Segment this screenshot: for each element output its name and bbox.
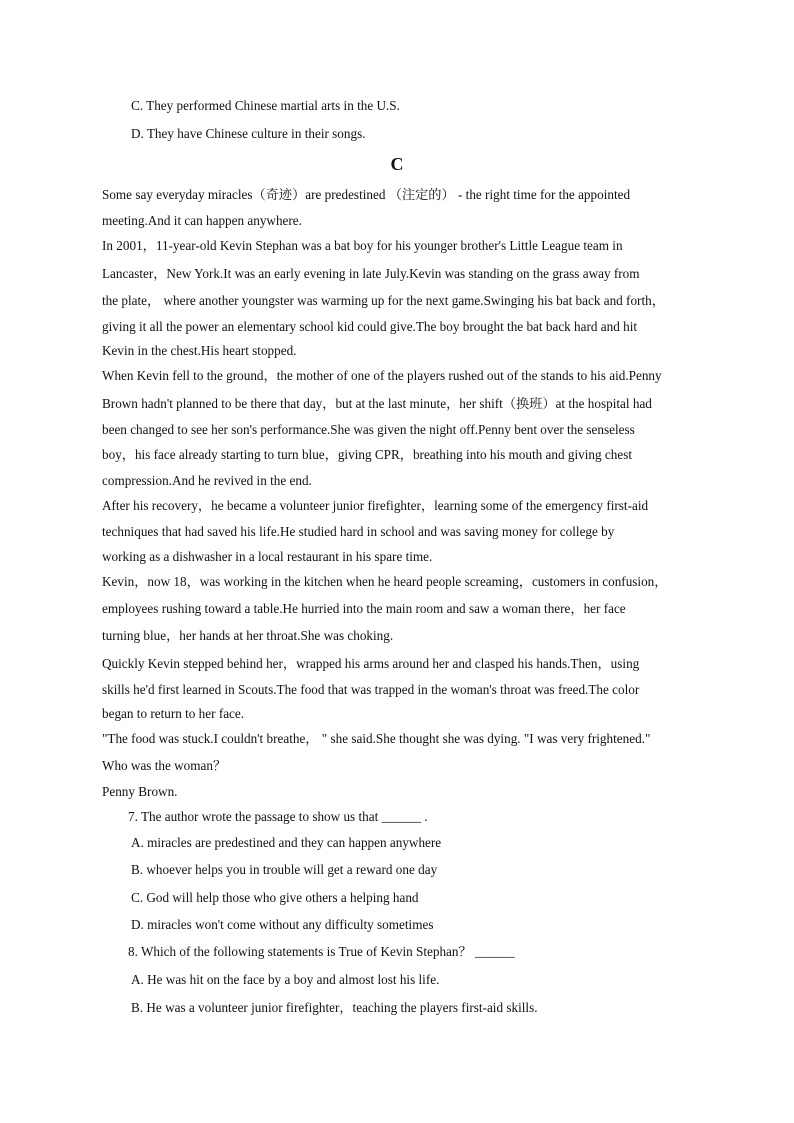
question-7-option-c[interactable]: C. God will help those who give others a helping hand <box>131 890 419 905</box>
passage-line: Penny Brown. <box>102 784 178 799</box>
passage-line: working as a dishwasher in a local restaurant in his spare time. <box>102 549 433 564</box>
question-7-option-d[interactable]: D. miracles won't come without any difficulty sometimes <box>131 917 434 932</box>
passage-line: Some say everyday miracles（奇迹）are predestined （注定的） - the right time for the appointed <box>102 187 631 202</box>
passage-line: In 2001，11-year-old Kevin Stephan was a bat boy for his younger brother's Little League team in <box>102 238 623 253</box>
question-7-stem: 7. The author wrote the passage to show us that ______ . <box>128 809 428 824</box>
passage-line: compression.And he revived in the end. <box>102 473 312 488</box>
prev-option-c: C. They performed Chinese martial arts in the U.S. <box>131 98 400 113</box>
passage-line: been changed to see her son's performance.She was given the night off.Penny bent over the senseless <box>102 422 635 437</box>
section-heading: C <box>390 154 404 174</box>
passage-line: techniques that had saved his life.He studied hard in school and was saving money for college by <box>102 524 615 539</box>
passage-line: began to return to her face. <box>102 706 245 721</box>
passage-line: Kevin，now 18，was working in the kitchen when he heard people screaming，customers in confusion， <box>102 574 668 589</box>
passage-line: Who was the woman？ <box>102 758 227 773</box>
question-7-option-b[interactable]: B. whoever helps you in trouble will get a reward one day <box>131 862 438 877</box>
passage-line: After his recovery，he became a volunteer junior firefighter，learning some of the emergency first-aid <box>102 498 649 513</box>
question-8-option-a[interactable]: A. He was hit on the face by a boy and almost lost his life. <box>131 972 440 987</box>
passage-line: turning blue，her hands at her throat.She was choking. <box>102 628 394 643</box>
passage-line: Kevin in the chest.His heart stopped. <box>102 343 297 358</box>
question-7-option-a[interactable]: A. miracles are predestined and they can happen anywhere <box>131 835 442 850</box>
question-8-stem: 8. Which of the following statements is True of Kevin Stephan？ ______ <box>128 944 515 959</box>
passage-line: When Kevin fell to the ground，the mother of one of the players rushed out of the stands to his aid.Penny <box>102 368 662 383</box>
passage-line: employees rushing toward a table.He hurried into the main room and saw a woman there，her face <box>102 601 626 616</box>
passage-line: Quickly Kevin stepped behind her，wrapped his arms around her and clasped his hands.Then，using <box>102 656 640 671</box>
passage-line: boy，his face already starting to turn blue，giving CPR，breathing into his mouth and giving chest <box>102 447 632 462</box>
passage-line: giving it all the power an elementary school kid could give.The boy brought the bat back hard and hit <box>102 319 638 334</box>
question-8-option-b[interactable]: B. He was a volunteer junior firefighter，teaching the players first-aid skills. <box>131 1000 538 1015</box>
passage-line: meeting.And it can happen anywhere. <box>102 213 302 228</box>
passage-line: the plate， where another youngster was warming up for the next game.Swinging his bat back and forth， <box>102 293 665 308</box>
prev-option-d: D. They have Chinese culture in their songs. <box>131 126 366 141</box>
passage-line: Brown hadn't planned to be there that day，but at the last minute，her shift（换班）at the hospital had <box>102 396 652 411</box>
passage-line: Lancaster，New York.It was an early evening in late July.Kevin was standing on the grass away from <box>102 266 640 281</box>
passage-line: "The food was stuck.I couldn't breathe， " she said.She thought she was dying. "I was very frightened." <box>102 731 651 746</box>
passage-line: skills he'd first learned in Scouts.The food that was trapped in the woman's throat was freed.The color <box>102 682 640 697</box>
